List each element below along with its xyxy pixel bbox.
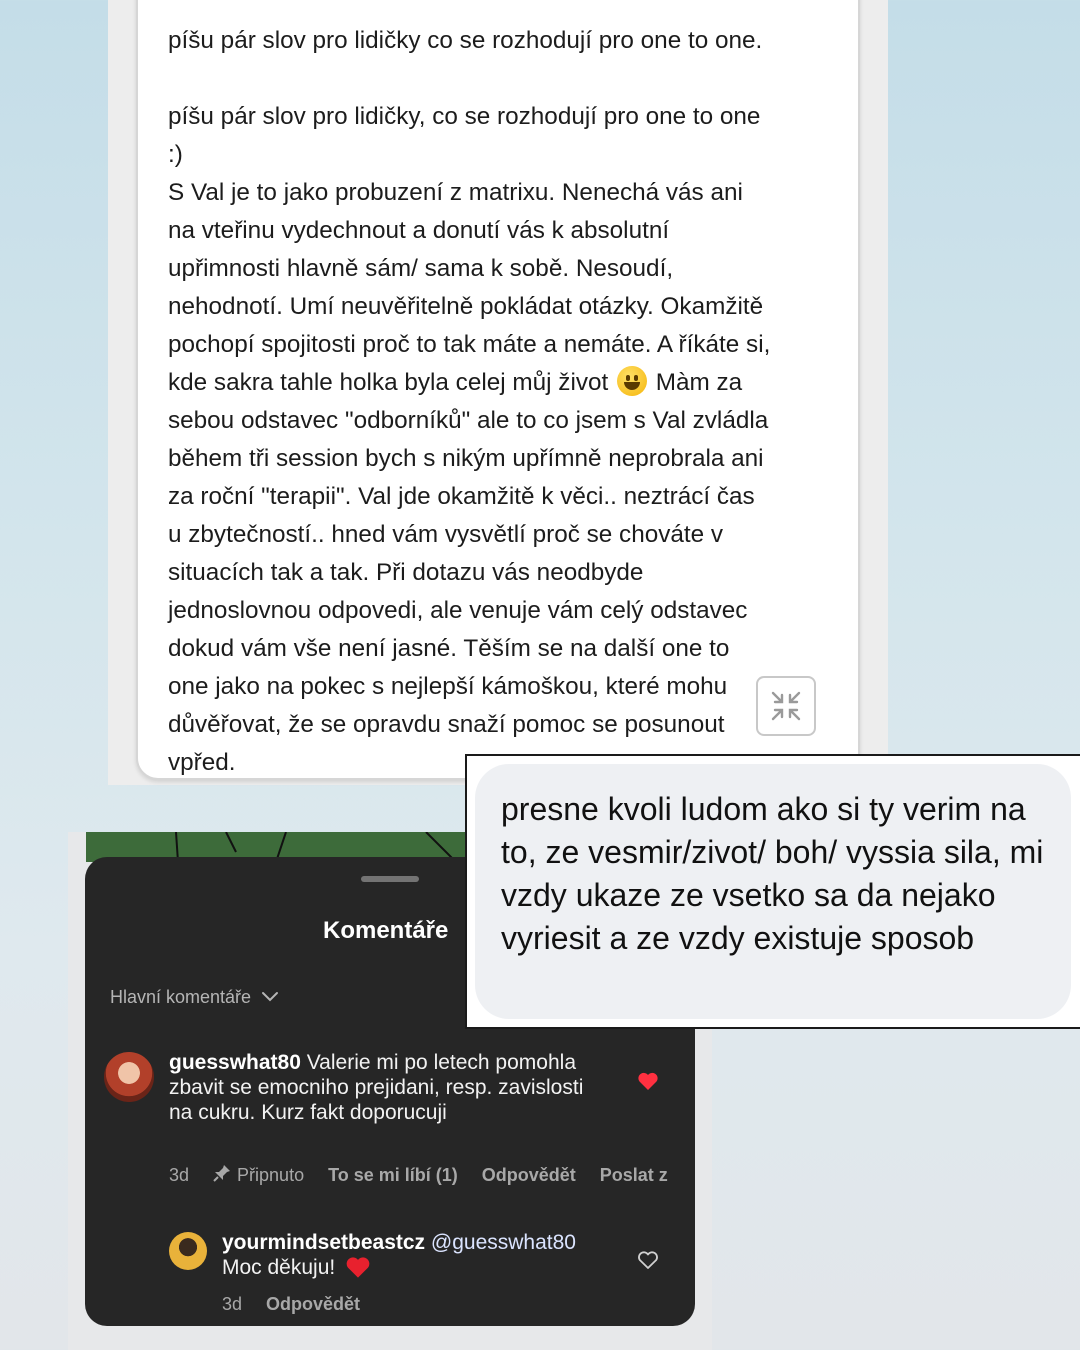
review-body (168, 98, 848, 780)
reply-button[interactable]: Odpovědět (266, 1294, 361, 1314)
message-screenshot (465, 754, 1080, 1029)
comments-title: Komentáře (323, 917, 449, 944)
likes-count-button[interactable]: To se mi líbí (1) (328, 1165, 458, 1185)
pinned-label: Připnuto (237, 1165, 305, 1185)
comment-text: Valerie mi po letech pomohla zbavit se emocniho prejidani, resp. zavislosti na cukru. Kurz fakt doporucuji (169, 1051, 584, 1124)
send-button[interactable]: Poslat z (599, 1165, 668, 1185)
chevron-down-icon (261, 987, 279, 1008)
collapse-arrows-icon[interactable] (756, 676, 816, 736)
grinning-face-emoji-icon (617, 366, 647, 396)
comment-actions (222, 1294, 360, 1315)
comment-mention[interactable]: @guesswhat80 (430, 1231, 576, 1254)
comment-filter-label: Hlavní komentáře (110, 987, 252, 1007)
review-body-part-2: Màm za sebou odstavec "odborníků" ale to co jsem s Val zvládla během tři session bych s nikým upřímně neprobrala ani za roční "terapii". Val jde okamžitě k věci.. neztrácí čas u zbytečností.. hned vám vysvětlí proč se chováte v situacích tak a tak. Při dotazu vás neodbyde jednoslovnou odpovedi, ale venuje vám celý odstavec dokud vám vše není jasné. Těším se na další one to one jako na pokec s nejlepší kámoškou, které mohu důvěřovat, že se opravdu snaží pomoc se posunout vpřed. (168, 369, 769, 776)
comment-text: Moc děkuju! (222, 1256, 336, 1279)
comment-actions (169, 1164, 668, 1187)
review-intro: píšu pár slov pro lidičky co se rozhodují pro one to one. (168, 27, 763, 54)
comment-item (169, 1050, 589, 1125)
avatar[interactable] (169, 1232, 207, 1270)
reply-button[interactable]: Odpovědět (481, 1165, 576, 1185)
pinned-indicator (213, 1164, 304, 1187)
heart-outline-icon[interactable] (637, 1250, 659, 1275)
message-bubble: presne kvoli ludom ako si ty verim na to, ze vesmir/zivot/ boh/ vyssia sila, mi vzdy ukaze ze vsetko sa da nejako vyriesit a ze vzdy existuje sposob (475, 764, 1071, 1019)
comment-item (222, 1230, 642, 1285)
heart-filled-icon[interactable] (637, 1071, 659, 1096)
red-heart-emoji-icon (345, 1255, 371, 1285)
review-body-part-1: píšu pár slov pro lidičky, co se rozhodují pro one to one :) S Val je to jako probuzení z matrixu. Nenechá vás ani na vteřinu vydechnout a donutí vás k absolutní upřimnosti hlavně sám/ sama k sobě. Nesoudí, nehodnotí. Umí neuvěřitelně pokládat otázky. Okamžitě pochopí spojitosti proč to tak máte a nemáte. A říkáte si, kde sakra tahle holka byla celej můj život (168, 103, 771, 396)
comment-username[interactable]: yourmindsetbeastcz (222, 1231, 426, 1254)
pin-icon (213, 1164, 231, 1187)
comment-time: 3d (222, 1294, 243, 1314)
drag-handle[interactable] (361, 876, 419, 882)
comment-filter[interactable] (110, 987, 279, 1008)
review-screenshot (108, 0, 888, 785)
comment-time: 3d (169, 1165, 190, 1185)
comment-username[interactable]: guesswhat80 (169, 1051, 301, 1074)
avatar[interactable] (104, 1052, 154, 1102)
review-text (168, 22, 848, 780)
review-card (136, 0, 860, 780)
